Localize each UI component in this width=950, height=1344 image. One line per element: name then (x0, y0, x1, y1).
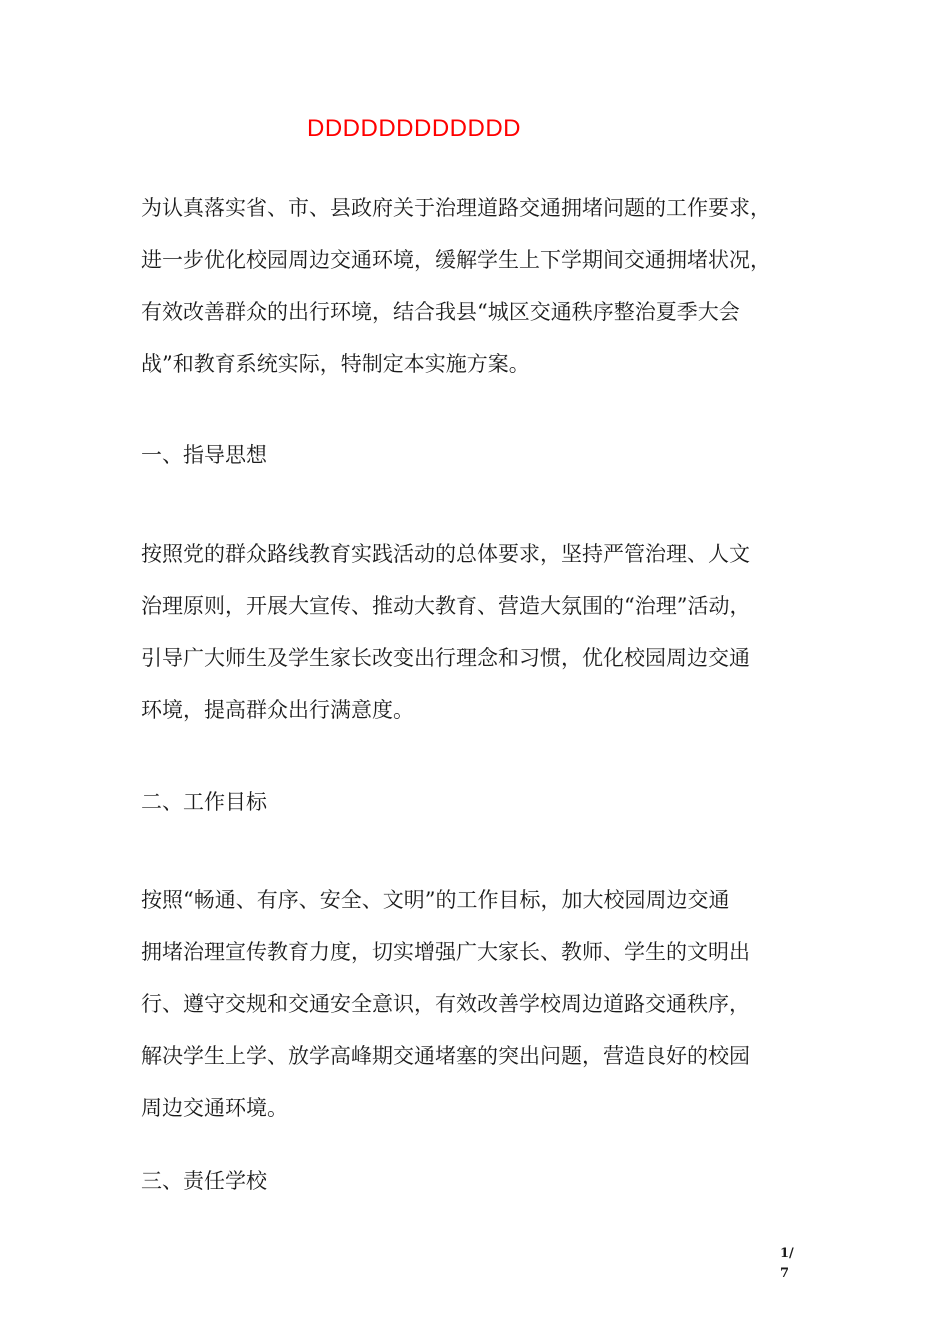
text-line: 行、遵守交规和交通安全意识，有效改善学校周边道路交通秩序， (141, 992, 750, 1016)
section-heading-responsible-schools: 三、责任学校 (141, 1169, 267, 1193)
document-title: DDDDDDDDDDDD (307, 115, 521, 142)
text-line: 周边交通环境。 (141, 1096, 288, 1120)
text-line: 按照党的群众路线教育实践活动的总体要求，坚持严管治理、人文 (141, 542, 750, 566)
text-line: 环境，提高群众出行满意度。 (141, 698, 414, 722)
text-line: 拥堵治理宣传教育力度，切实增强广大家长、教师、学生的文明出 (141, 940, 750, 964)
text-line: 进一步优化校园周边交通环境，缓解学生上下学期间交通拥堵状况， (141, 248, 771, 272)
text-line: 按照“畅通、有序、安全、文明”的工作目标，加大校园周边交通 (141, 888, 730, 912)
intro-paragraph (141, 182, 821, 390)
guiding-ideology-paragraph (141, 528, 821, 736)
section-heading-work-goals: 二、工作目标 (141, 790, 267, 814)
text-line: 引导广大师生及学生家长改变出行理念和习惯，优化校园周边交通 (141, 646, 750, 670)
page-number (780, 1244, 810, 1284)
text-line: 解决学生上学、放学高峰期交通堵塞的突出问题，营造良好的校园 (141, 1044, 750, 1068)
text-line: 有效改善群众的出行环境，结合我县“城区交通秩序整治夏季大会 (141, 300, 740, 324)
page-number-total: 7 (780, 1266, 790, 1281)
section-heading-guiding-ideology: 一、指导思想 (141, 443, 267, 467)
text-line: 为认真落实省、市、县政府关于治理道路交通拥堵问题的工作要求， (141, 196, 771, 220)
page-number-current: 1/ (780, 1246, 794, 1261)
text-line: 治理原则，开展大宣传、推动大教育、营造大氛围的“治理”活动， (141, 594, 751, 618)
work-goals-paragraph (141, 874, 821, 1134)
text-line: 战”和教育系统实际，特制定本实施方案。 (141, 352, 530, 376)
